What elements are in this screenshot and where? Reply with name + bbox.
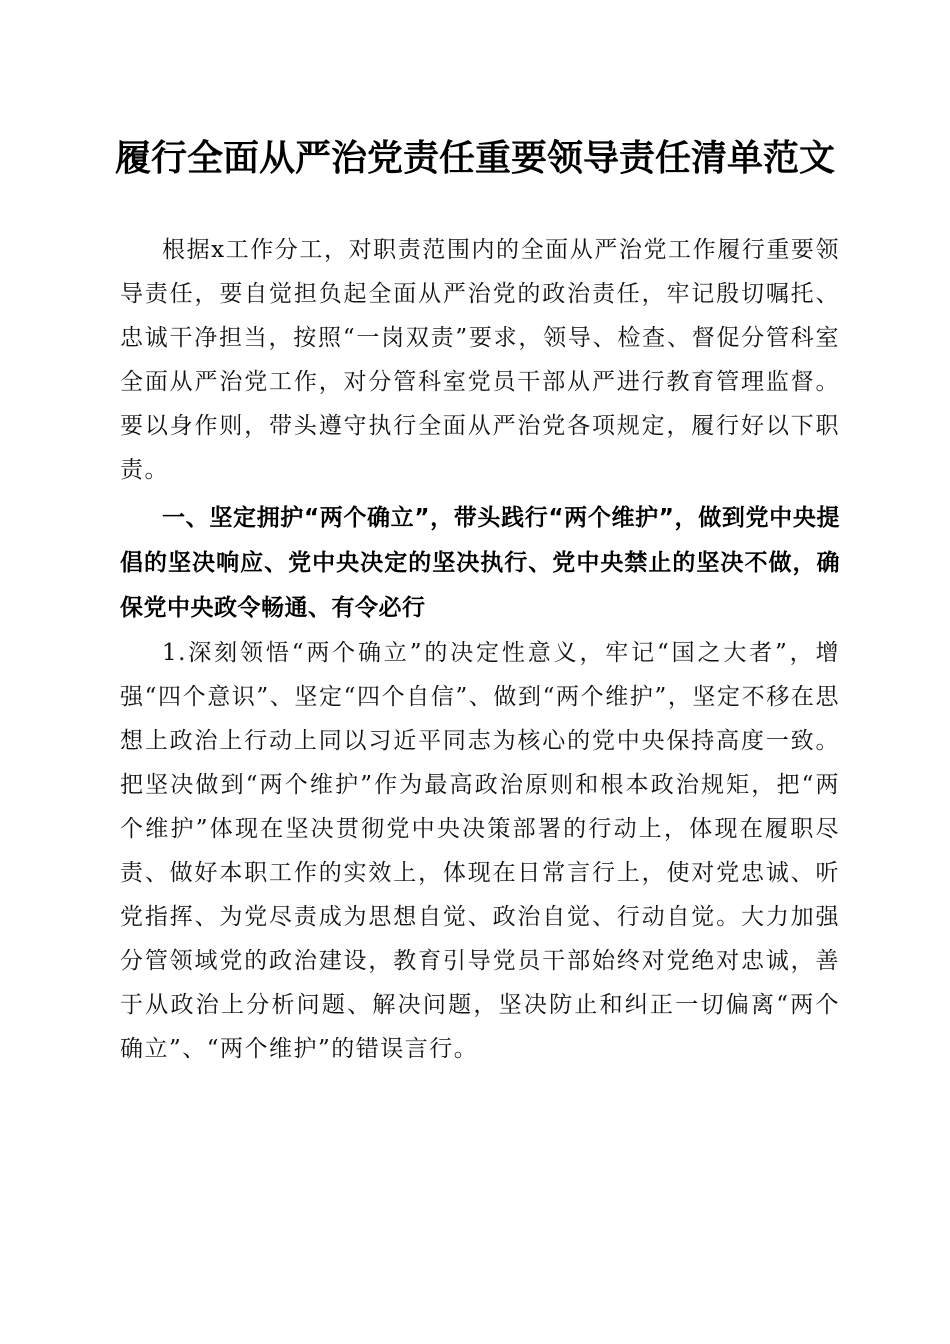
section-heading-1: 一、坚定拥护“两个确立”，带头践行“两个维护”，做到党中央提倡的坚决响应、党中央决定的坚决执行、党中央禁止的坚决不做，确保党中央政令畅通、有令必行 <box>120 505 840 621</box>
document-title: 履行全面从严治党责任重要领导责任清单范文 <box>114 137 835 179</box>
document-body <box>120 228 840 1071</box>
list-item-1: 1.深刻领悟“两个确立”的决定性意义，牢记“国之大者”，增强“四个意识”、坚定“四个自信”、做到“两个维护”，坚定不移在思想上政治上行动上同以习近平同志为核心的党中央保持高度一致。把坚决做到“两个维护”作为最高政治原则和根本政治规矩，把“两个维护”体现在坚决贯彻党中央决策部署的行动上，体现在履职尽责、做好本职工作的实效上，体现在日常言行上，使对党忠诚、听党指挥、为党尽责成为思想自觉、政治自觉、行动自觉。大力加强分管领域党的政治建设，教育引导党员干部始终对党绝对忠诚，善于从政治上分析问题、解决问题，坚决防止和纠正一切偏离“两个确立”、“两个维护”的错误言行。 <box>120 640 840 1062</box>
intro-paragraph: 根据x工作分工，对职责范围内的全面从严治党工作履行重要领导责任，要自觉担负起全面从严治党的政治责任，牢记殷切嘱托、忠诚干净担当，按照“一岗双责”要求，领导、检查、督促分管科室全面从严治党工作，对分管科室党员干部从严进行教育管理监督。要以身作则，带头遵守执行全面从严治党各项规定，履行好以下职责。 <box>120 237 840 483</box>
